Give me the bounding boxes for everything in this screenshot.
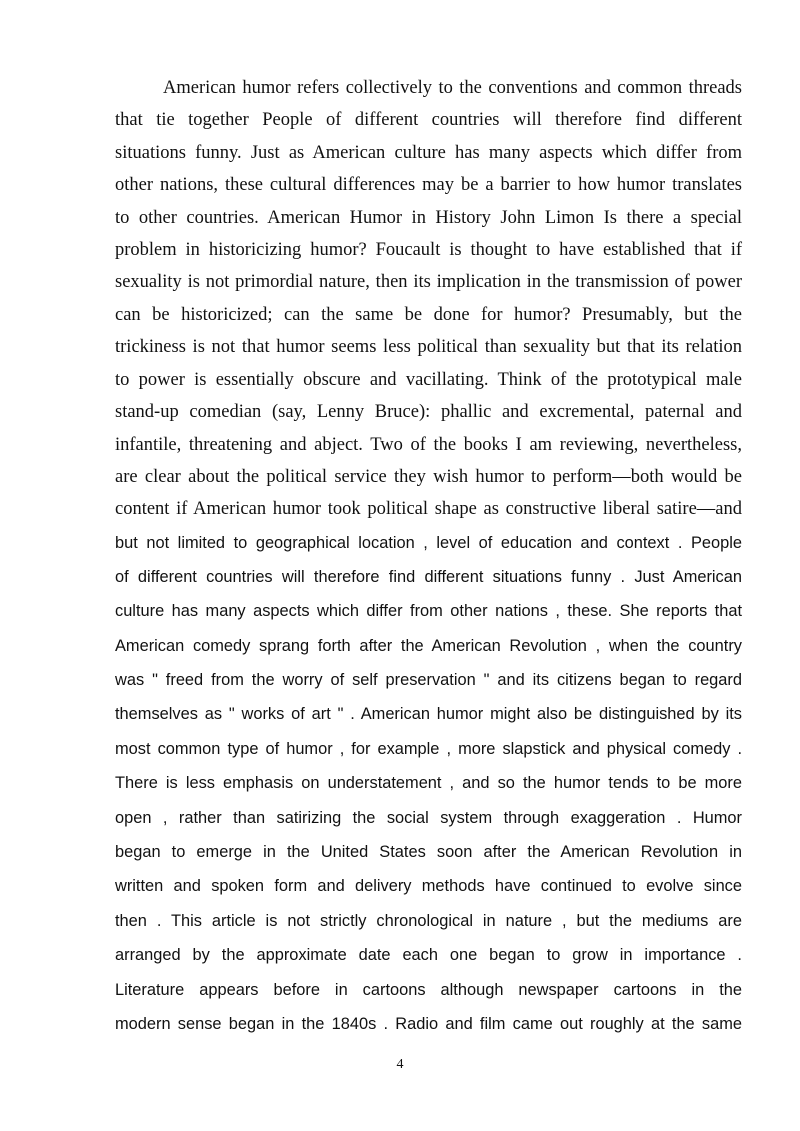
text-line: but not limited to geographical location , level of education and context . People: [115, 534, 742, 552]
text-line: can be historicized; can the same be done for humor? Presumably, but the: [115, 305, 742, 325]
text-line: content if American humor took political shape as constructive liberal satire—and: [115, 499, 742, 519]
text-line: to other countries. American Humor in History John Limon Is there a special: [115, 208, 742, 228]
text-line: modern sense began in the 1840s . Radio and film came out roughly at the same: [115, 1015, 742, 1033]
text-line: was " freed from the worry of self preservation " and its citizens began to regard: [115, 671, 742, 689]
text-line: then . This article is not strictly chronological in nature , but the mediums are: [115, 912, 742, 930]
text-line: arranged by the approximate date each one began to grow in importance .: [115, 946, 742, 964]
text-line: sexuality is not primordial nature, then its implication in the transmission of power: [115, 272, 742, 292]
text-line: to power is essentially obscure and vacillating. Think of the prototypical male: [115, 370, 742, 390]
text-line: written and spoken form and delivery methods have continued to evolve since: [115, 877, 742, 895]
text-line: There is less emphasis on understatement , and so the humor tends to be more: [115, 774, 742, 792]
text-line: open , rather than satirizing the social system through exaggeration . Humor: [115, 809, 742, 827]
text-line: other nations, these cultural differences may be a barrier to how humor translates: [115, 175, 742, 195]
text-line: that tie together People of different countries will therefore find different: [115, 110, 742, 130]
text-line: problem in historicizing humor? Foucault is thought to have established that if: [115, 240, 742, 260]
text-line: began to emerge in the United States soon after the American Revolution in: [115, 843, 742, 861]
text-line: stand-up comedian (say, Lenny Bruce): phallic and excremental, paternal and: [115, 402, 742, 422]
text-line: culture has many aspects which differ from other nations , these. She reports that: [115, 602, 742, 620]
text-line: American comedy sprang forth after the American Revolution , when the country: [115, 637, 742, 655]
page-number: 4: [396, 1057, 404, 1072]
text-line: of different countries will therefore find different situations funny . Just American: [115, 568, 742, 586]
text-line: American humor refers collectively to the conventions and common threads: [163, 78, 742, 98]
text-line: most common type of humor , for example , more slapstick and physical comedy .: [115, 740, 742, 758]
text-line: situations funny. Just as American culture has many aspects which differ from: [115, 143, 742, 163]
text-line: themselves as " works of art " . American humor might also be distinguished by its: [115, 705, 742, 723]
text-line: Literature appears before in cartoons although newspaper cartoons in the: [115, 981, 742, 999]
text-line: trickiness is not that humor seems less political than sexuality but that its relation: [115, 337, 742, 357]
text-line: are clear about the political service they wish humor to perform—both would be: [115, 467, 742, 487]
text-line: infantile, threatening and abject. Two of the books I am reviewing, nevertheless,: [115, 435, 742, 455]
